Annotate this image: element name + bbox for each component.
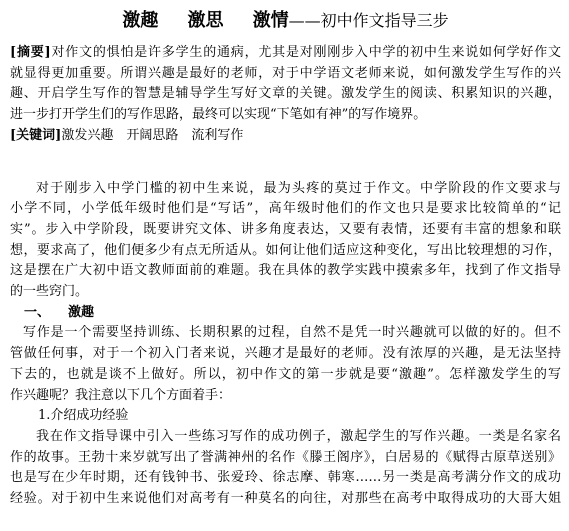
abstract-block bbox=[10, 43, 561, 126]
section-paragraph bbox=[10, 323, 561, 406]
section-title: 激趣 bbox=[68, 304, 95, 320]
abstract-line: 就显得更加重要。所谓兴趣是最好的老师，对于中学语文老师来说，如何激发学生写作的兴 bbox=[10, 65, 561, 81]
subsection-line: 我在作文指导课中引入一些练习写作的成功例子，激起学生的写作兴趣。一类是名家名 bbox=[36, 428, 561, 444]
title-word-1: 激趣 bbox=[122, 10, 159, 31]
keywords-tag: [关键词] bbox=[10, 127, 62, 143]
title-word-3: 激情 bbox=[252, 10, 289, 31]
section-number: 一、 bbox=[24, 304, 51, 320]
paragraph-gap bbox=[10, 147, 561, 179]
subsection-heading: 1.介绍成功经验 bbox=[38, 408, 129, 424]
subsection-line: 也是写在少年时期，还有钱钟书、张爱玲、徐志摩、韩寒……另一类是高考满分作文的成功 bbox=[10, 470, 561, 486]
abstract-tag: [摘要] bbox=[10, 45, 51, 60]
subsection-line: 作的故事。王勃十来岁就写出了誉满神州的名作《滕王阁序》，白居易的《赋得古原草送别》 bbox=[10, 449, 561, 465]
intro-line: 的一些窍门。 bbox=[10, 284, 89, 300]
section-line: 作兴趣呢？我注意以下几个方面着手： bbox=[10, 387, 232, 403]
intro-line: 对于刚步入中学门槛的初中生来说，最为头疼的莫过于作文。中学阶段的作文要求与 bbox=[36, 180, 561, 196]
abstract-line: 趣、开启学生写作的智慧是辅导学生写好文章的关键。激发学生的阅读、积累知识的兴趣， bbox=[10, 86, 561, 102]
intro-paragraph bbox=[10, 179, 561, 303]
abstract-line bbox=[10, 43, 561, 64]
section-line: 写作是一个需要坚持训练、长期积累的过程，自然不是凭一时兴趣就可以做的好的。但不 bbox=[23, 325, 561, 341]
title-word-2: 激思 bbox=[187, 10, 224, 31]
keywords-line bbox=[10, 126, 561, 147]
intro-line: 这是摆在广大初中语文教师面前的难题。我在具体的教学实践中摸索多年，找到了作文指导 bbox=[10, 263, 561, 279]
abstract-text: 对作文的惧怕是许多学生的通病，尤其是对刚刚步入中学的初中生来说如何学好作文 bbox=[50, 45, 561, 60]
abstract-line: 进一步打开学生们的写作思路，最终可以实现“下笔如有神”的写作境界。 bbox=[10, 107, 427, 123]
keywords-text: 激发兴趣 开阔思路 流利写作 bbox=[61, 127, 244, 143]
document-title bbox=[10, 9, 561, 33]
section-heading bbox=[10, 303, 561, 324]
intro-line: 小学不同，小学低年级时他们是“写话”，高年级时他们的作文也只是要求比较简单的“记 bbox=[10, 201, 561, 217]
intro-line: 实”。步入中学阶段，既要讲究文体、讲多角度表达，又要有表情，还要有丰富的想象和联 bbox=[10, 221, 561, 237]
section-line: 管做任何事，对于一个初入门者来说，兴趣才是最好的老师。没有浓厚的兴趣，是无法坚持 bbox=[10, 346, 561, 362]
subsection-line: 经验。对于初中生来说他们对高考有一种莫名的向往，对那些在高考中取得成功的大哥大姐 bbox=[10, 491, 561, 507]
title-subtitle: ——初中作文指导三步 bbox=[288, 11, 449, 30]
subsection-paragraph bbox=[10, 427, 561, 510]
section-line: 下去的，也就是谈不上做好。所以，初中作文的第一步就是要“激趣”。怎样激发学生的写 bbox=[10, 366, 561, 382]
intro-line: 想，要求高了，他们便多少有点无所适从。如何让他们适应这种变化，写出比较理想的习作， bbox=[10, 242, 561, 258]
